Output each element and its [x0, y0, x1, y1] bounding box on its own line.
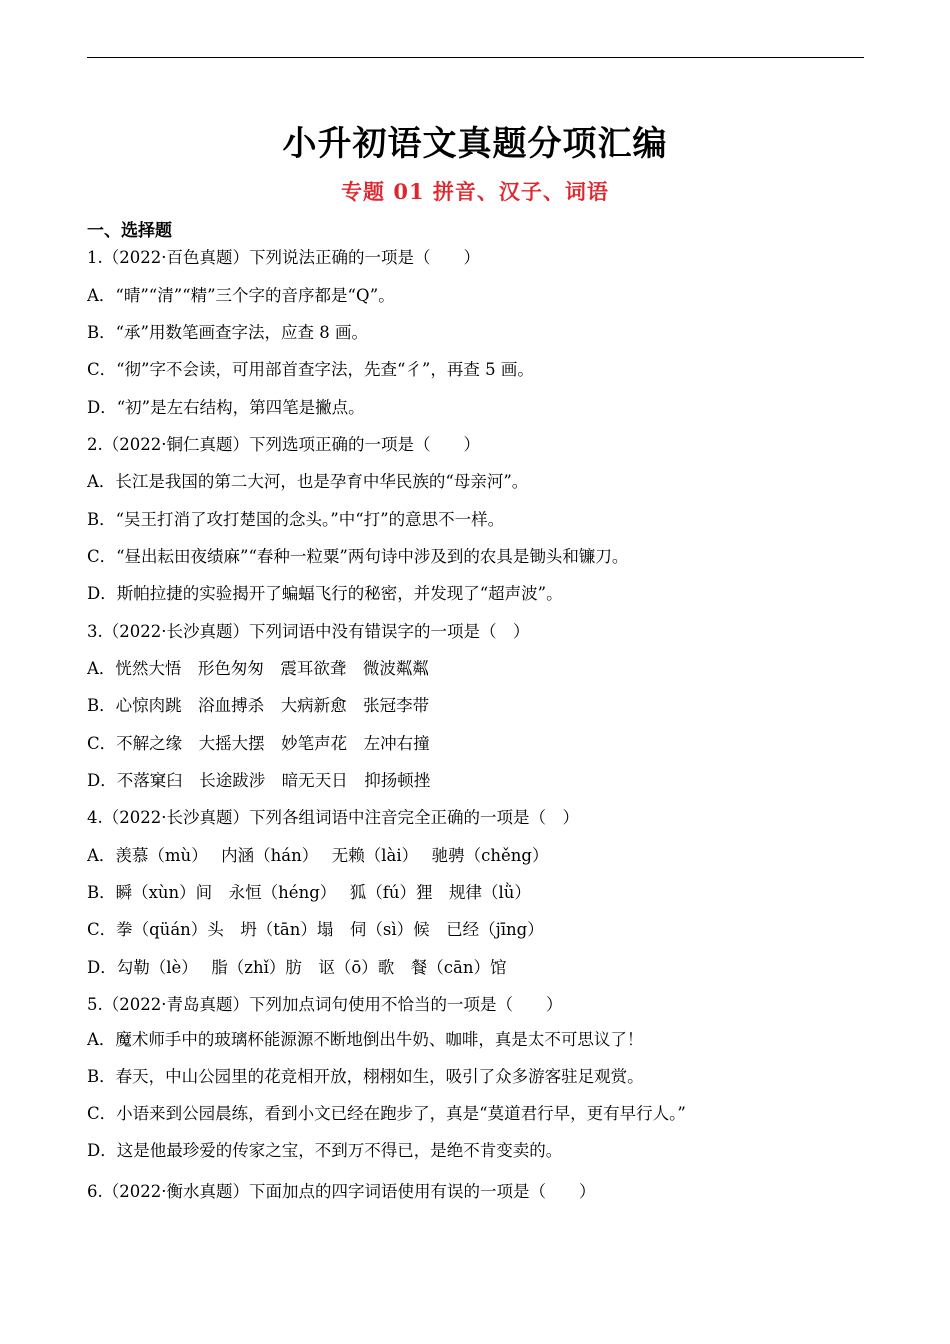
question-4-stem: 4.（2022·长沙真题）下列各组词语中注音完全正确的一项是（ ）	[87, 808, 579, 827]
question-5-option-b	[87, 1064, 864, 1090]
question-4-option-c: C．拳（qüán）头 坍（tān）塌 伺（sì）候 已经（jīng）	[87, 920, 544, 939]
question-3-option-d: D．不落窠臼 长途跋涉 暗无天日 抑扬顿挫	[87, 771, 431, 790]
header-rule	[87, 57, 864, 58]
question-1-stem: 1.（2022·百色真题）下列说法正确的一项是（ ）	[87, 248, 480, 267]
question-5-option-a	[87, 1027, 864, 1053]
document-subtitle: 专题 01 拼音、汉子、词语	[341, 179, 609, 204]
question-5-stem: 5.（2022·青岛真题）下列加点词句使用不恰当的一项是（ ）	[87, 995, 563, 1014]
question-4-option-b: B．瞬（xùn）间 永恒（héng） 狐（fú）狸 规律（lǜ）	[87, 883, 531, 902]
dotted-phrase: 莫道君行早，更有早行人	[488, 1104, 670, 1123]
dotted-phrase: 万不得已	[348, 1141, 414, 1160]
section-heading: 一、选择题	[87, 221, 172, 241]
question-2-option-c: C．“昼出耘田夜绩麻”“春种一粒粟”两句诗中涉及到的农具是锄头和镰刀。	[87, 547, 629, 566]
question-6-stem: 6.（2022·衡水真题）下面加点的四字词语使用有误的一项是（ ）	[87, 1182, 596, 1201]
option-text-pre: A．魔术师手中的玻璃杯能源源不断地倒出牛奶、咖啡，真是太	[87, 1030, 545, 1049]
question-2-option-d: D．斯帕拉捷的实验揭开了蝙蝠飞行的秘密，并发现了“超声波”。	[87, 584, 563, 603]
question-3-stem: 3.（2022·长沙真题）下列词语中没有错误字的一项是（ ）	[87, 622, 530, 641]
question-1-option-c: C．“彻”字不会读，可用部首查字法，先查“彳”，再查 5 画。	[87, 360, 534, 379]
question-1-option-a: A．“晴”“清”“精”三个字的音序都是“Q”。	[87, 286, 395, 305]
option-text-post: 。”	[669, 1104, 686, 1123]
document-title: 小升初语文真题分项汇编	[282, 124, 668, 164]
option-text-post: ，是绝不肯变卖的。	[413, 1141, 563, 1160]
question-1-option-b: B．“承”用数笔画查字法，应查 8 画。	[87, 323, 368, 342]
question-3-option-a: A．恍然大悟 形色匆匆 震耳欲聋 微波粼粼	[87, 659, 429, 678]
question-2-option-a: A．长江是我国的第二大河，也是孕育中华民族的“母亲河”。	[87, 472, 529, 491]
question-4-option-a: A．羡慕（mù） 内涵（hán） 无赖（lài） 驰骋（chěng）	[87, 846, 549, 865]
question-4-option-d: D．勾勒（lè） 脂（zhǐ）肪 讴（ō）歌 餐（cān）馆	[87, 958, 507, 977]
option-text-post: 了！	[610, 1030, 644, 1049]
question-5-option-d	[87, 1138, 864, 1164]
option-text-pre: C．小语来到公园晨练，看到小文已经在跑步了，真是“	[87, 1104, 488, 1123]
question-5-option-c	[87, 1101, 864, 1127]
question-2-stem: 2.（2022·铜仁真题）下列选项正确的一项是（ ）	[87, 435, 480, 454]
option-text-pre: B．春天，中山公园里的花竞相开放，	[87, 1067, 364, 1086]
dotted-phrase: 不可思议	[544, 1030, 610, 1049]
question-1-option-d: D．“初”是左右结构，第四笔是撇点。	[87, 398, 365, 417]
option-text-pre: D．这是他最珍爱的传家之宝，不到	[87, 1141, 348, 1160]
question-3-option-b: B．心惊肉跳 浴血搏杀 大病新愈 张冠李带	[87, 696, 430, 715]
dotted-phrase: 栩栩如生	[363, 1067, 429, 1086]
option-text-post: ，吸引了众多游客驻足观赏。	[429, 1067, 644, 1086]
question-2-option-b: B．“吴王打消了攻打楚国的念头。”中“打”的意思不一样。	[87, 510, 505, 529]
question-3-option-c: C．不解之缘 大摇大摆 妙笔声花 左冲右撞	[87, 734, 430, 753]
